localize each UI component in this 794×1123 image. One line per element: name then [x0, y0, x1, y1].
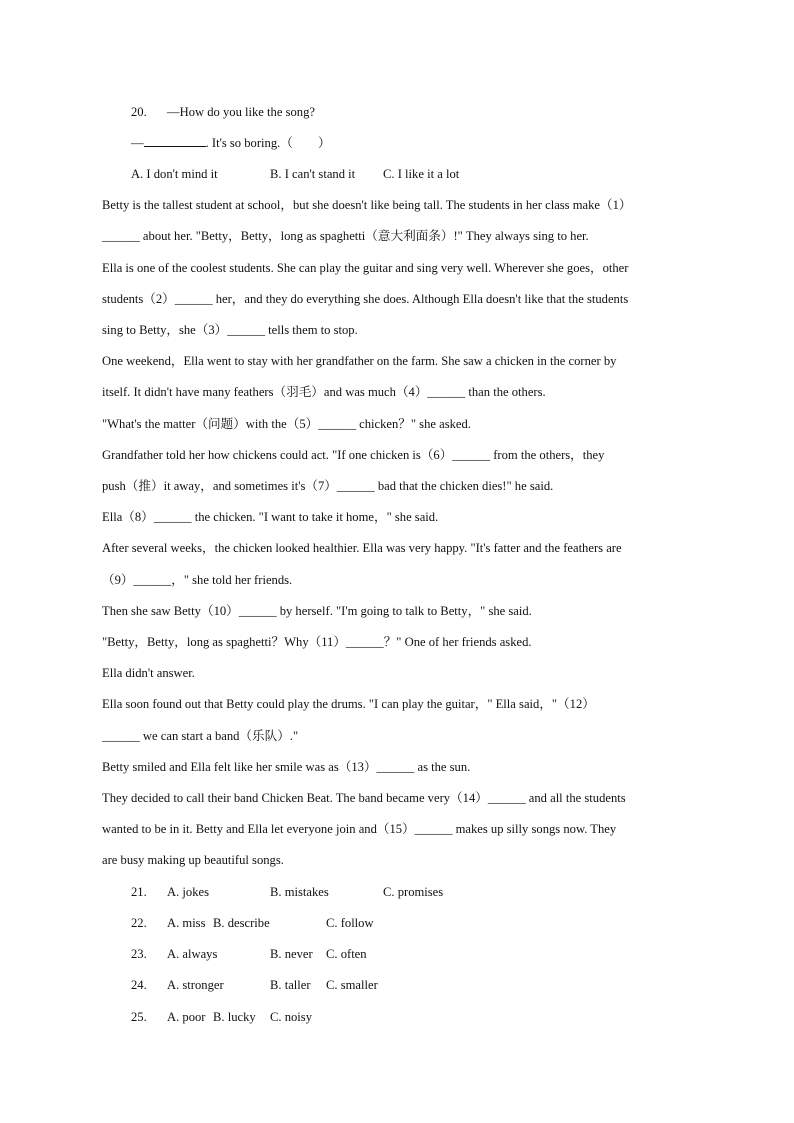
q24-option-c: C. smaller — [326, 978, 378, 992]
question-25 — [131, 1007, 551, 1027]
passage-line-21: wanted to be in it. Betty and Ella let everyone join and（15）______ makes up silly songs now. They — [102, 822, 617, 836]
passage-line-19: Betty smiled and Ella felt like her smile was as（13）______ as the sun. — [102, 760, 471, 774]
q21-number: 21. — [131, 885, 147, 899]
passage-line-1: Betty is the tallest student at school，but she doesn't like being tall. The students in her class make（1） — [102, 198, 632, 212]
q20-reply-dash: — — [131, 136, 144, 150]
passage-line-7: itself. It didn't have many feathers（羽毛）and was much（4）______ than the others. — [102, 385, 546, 399]
q22-option-a: A. miss — [167, 916, 206, 930]
passage-line-20: They decided to call their band Chicken Beat. The band became very（14）______ and all the students — [102, 791, 626, 805]
passage-line-15: "Betty，Betty，long as spaghetti？Why（11）______？" One of her friends asked. — [102, 635, 532, 649]
q20-reply-line — [131, 133, 331, 153]
passage-line-16: Ella didn't answer. — [102, 666, 195, 680]
passage-line-6: One weekend，Ella went to stay with her grandfather on the farm. She saw a chicken in the corner by — [102, 354, 617, 368]
passage-line-10: push（推）it away，and sometimes it's（7）______ bad that the chicken dies!" he said. — [102, 479, 554, 493]
q23-option-a: A. always — [167, 947, 218, 961]
q20-number: 20. — [131, 105, 147, 119]
passage-line-18: ______ we can start a band（乐队）." — [102, 729, 299, 743]
q24-option-b: B. taller — [270, 978, 311, 992]
q21-option-a: A. jokes — [167, 885, 209, 899]
q22-option-c: C. follow — [326, 916, 374, 930]
q22-option-b: B. describe — [213, 916, 270, 930]
q25-option-a: A. poor — [167, 1010, 206, 1024]
q25-number: 25. — [131, 1010, 147, 1024]
passage-line-17: Ella soon found out that Betty could play the drums. "I can play the guitar，" Ella said，"（12） — [102, 697, 595, 711]
q20-option-c: C. I like it a lot — [383, 167, 460, 181]
passage-line-12: After several weeks，the chicken looked healthier. Ella was very happy. "It's fatter and the feathers are — [102, 541, 622, 555]
question-24 — [131, 975, 551, 995]
passage-line-11: Ella（8）______ the chicken. "I want to take it home，" she said. — [102, 510, 439, 524]
q23-option-c: C. often — [326, 947, 367, 961]
passage-line-14: Then she saw Betty（10）______ by herself. "I'm going to talk to Betty，" she said. — [102, 604, 532, 618]
q24-option-a: A. stronger — [167, 978, 224, 992]
question-23 — [131, 944, 551, 964]
passage-line-22: are busy making up beautiful songs. — [102, 853, 284, 867]
question-22 — [131, 913, 551, 933]
passage-line-4: students（2）______ her，and they do everything she does. Although Ella doesn't like that the students — [102, 292, 629, 306]
q20-answer-blank — [144, 133, 206, 147]
q22-number: 22. — [131, 916, 147, 930]
q20-option-b: B. I can't stand it — [270, 167, 356, 181]
passage-line-5: sing to Betty，she（3）______ tells them to stop. — [102, 323, 358, 337]
q20-options — [131, 164, 531, 184]
q24-number: 24. — [131, 978, 147, 992]
q21-option-c: C. promises — [383, 885, 444, 899]
q20-question-text: —How do you like the song? — [167, 105, 315, 119]
passage-line-3: Ella is one of the coolest students. She can play the guitar and sing very well. Wherever she goes，other — [102, 261, 629, 275]
q23-number: 23. — [131, 947, 147, 961]
q23-option-b: B. never — [270, 947, 313, 961]
question-21 — [131, 882, 551, 902]
q25-option-c: C. noisy — [270, 1010, 312, 1024]
passage-line-13: （9）______，" she told her friends. — [102, 573, 293, 587]
q25-option-b: B. lucky — [213, 1010, 256, 1024]
passage-line-2: ______ about her. "Betty，Betty，long as spaghetti（意大利面条）!" They always sing to her. — [102, 229, 589, 243]
passage-line-8: "What's the matter（问题）with the（5）______ chicken？" she asked. — [102, 417, 471, 431]
q20-reply-text: . It's so boring.（ ） — [205, 136, 331, 150]
q20-option-a: A. I don't mind it — [131, 167, 218, 181]
passage-line-9: Grandfather told her how chickens could act. "If one chicken is（6）______ from the others，they — [102, 448, 605, 462]
q21-option-b: B. mistakes — [270, 885, 329, 899]
q20-question-line — [131, 102, 315, 122]
